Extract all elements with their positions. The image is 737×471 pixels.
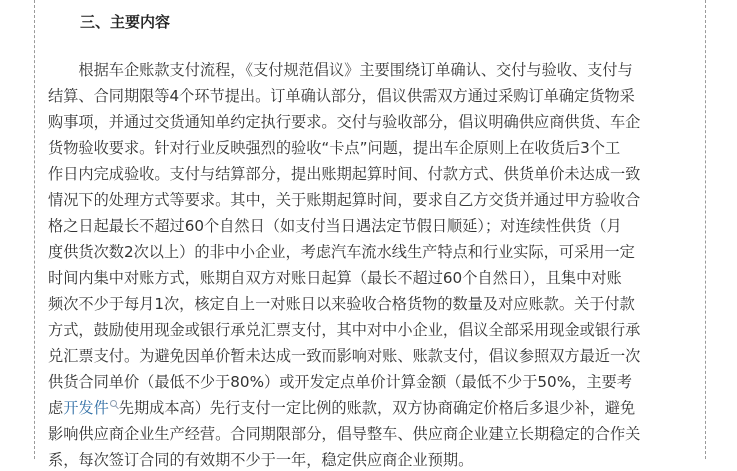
paragraph-line: 影响供应商企业生产经营。合同期限部分，倡导整车、供应商企业建立长期稳定的合作关	[48, 425, 641, 443]
paragraph-line: 购事项，并通过交货通知单约定执行要求。交付与验收部分，倡议明确供应商供货、车企	[48, 113, 641, 131]
paragraph-line: 时间内集中对账方式，账期自双方对账日起算（最长不超过60个自然日），且集中对账	[48, 269, 622, 287]
paragraph-line: 方式，鼓励使用现金或银行承兑汇票支付，其中对中小企业，倡议全部采用现金或银行承	[48, 321, 641, 339]
section-heading: 三、主要内容	[80, 13, 171, 31]
paragraph-line: 作日内完成验收。支付与结算部分，提出账期起算时间、付款方式、供货单价未达成一致	[48, 165, 641, 183]
paragraph-line: 兑汇票支付。为避免因单价暂未达成一致而影响对账、账款支付，倡议参照双方最近一次	[48, 347, 641, 365]
line-text-after-link: 先期成本高）先行支付一定比例的账款，双方协商确定价格后多退少补，避免	[118, 399, 636, 417]
paragraph-line: 供货合同单价（最低不少于80%）或开发定点单价计算金额（最低不少于50%，主要考	[48, 373, 632, 391]
paragraph-line: 系，每次签订合同的有效期不少于一年，稳定供应商企业预期。	[48, 451, 474, 469]
line-text-before-link: 虑	[48, 399, 64, 417]
paragraph-line: 根据车企账款支付流程，《支付规范倡议》主要围绕订单确认、交付与验收、支付与	[48, 61, 633, 79]
paragraph-line: 度供货次数2次以上）的非中小企业，考虑汽车流水线生产特点和行业实际，可采用一定	[48, 243, 635, 261]
paragraph-line: 频次不少于每月1次，核定自上一对账日以来验收合格货物的数量及对应账款。关于付款	[48, 295, 635, 313]
paragraph-line-with-link	[48, 397, 635, 419]
search-link[interactable]: 开发件	[63, 399, 109, 417]
paragraph-line: 结算、合同期限等4个环节提出。订单确认部分，倡议供需双方通过采购订单确定货物采	[48, 87, 635, 105]
paragraph-line: 格之日起最长不超过60个自然日（如支付当日遇法定节假日顺延）；对连续性供货（月	[48, 217, 622, 235]
paragraph-line: 货物验收要求。针对行业反映强烈的验收“卡点”问题，提出车企原则上在收货后3个工	[48, 139, 621, 157]
search-icon[interactable]	[110, 400, 117, 407]
paragraph-line: 情况下的处理方式等要求。其中，关于账期起算时间，要求自乙方交货并通过甲方验收合	[48, 191, 641, 209]
